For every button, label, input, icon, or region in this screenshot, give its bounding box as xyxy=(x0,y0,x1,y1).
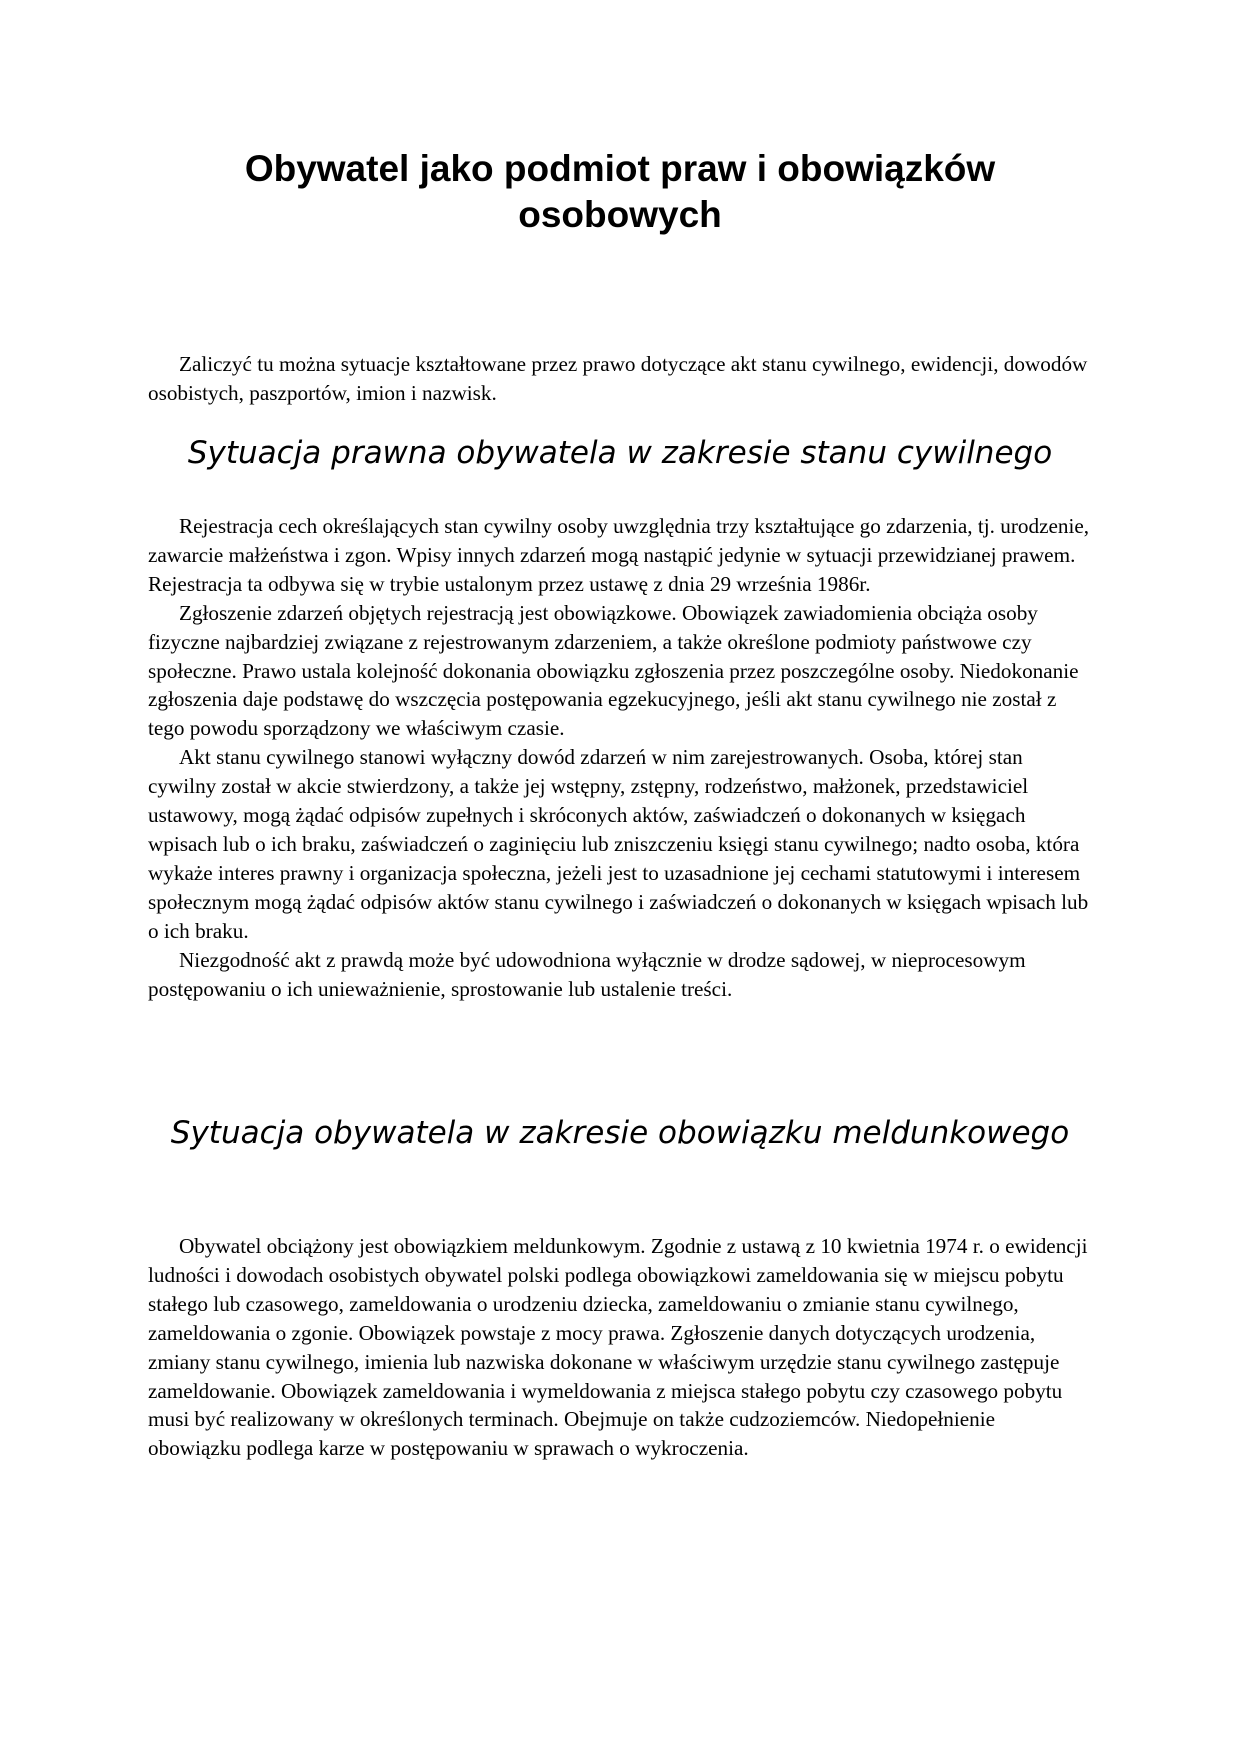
section-heading-civil-status: Sytuacja prawna obywatela w zakresie stanu cywilnego xyxy=(187,435,1053,471)
paragraph: Rejestracja cech określających stan cywilny osoby uwzględnia trzy kształtujące go zdarzenia, tj. urodzenie, zawarcie małżeństwa i zgon. Wpisy innych zdarzeń mogą nastąpić jedynie w sytuacji przewidzianej prawem. Rejestracja ta odbywa się w trybie ustalonym przez ustawę z dnia 29 września 1986r. xyxy=(148,514,1090,596)
section-body-civil-status xyxy=(148,512,1092,1003)
intro-paragraph: Zaliczyć tu można sytuacje kształtowane przez prawo dotyczące akt stanu cywilnego, ewidencji, dowodów osobistych, paszportów, imion i nazwisk. xyxy=(148,352,1088,405)
paragraph: Niezgodność akt z prawdą może być udowodniona wyłącznie w drodze sądowej, w nieprocesowym postępowaniu o ich unieważnienie, sprostowanie lub ustalenie treści. xyxy=(148,947,1026,1001)
intro-text xyxy=(148,350,1092,408)
paragraph: Obywatel obciążony jest obowiązkiem meldunkowym. Zgodnie z ustawą z 10 kwietnia 1974 r. o ewidencji ludności i dowodach osobistych obywatel polski podlega obowiązkowi zameldowania się w miejscu pobytu stałego lub czasowego, zameldowania o urodzeniu dziecka, zameldowaniu o zmianie stanu cywilnego, zameldowania o zgonie. Obowiązek powstaje z mocy prawa. Zgłoszenie danych dotyczących urodzenia, zmiany stanu cywilnego, imienia lub nazwiska dokonane w właściwym urzędzie stanu cywilnego zastępuje zameldowanie. Obowiązek zameldowania i wymeldowania z miejsca stałego pobytu czy czasowego pobytu musi być realizowany w określonych terminach. Obejmuje on także cudzoziemców. Niedopełnienie obowiązku podlega karze w postępowaniu w sprawach o wykroczenia. xyxy=(148,1234,1088,1461)
document-title: Obywatel jako podmiot praw i obowiązków osobowych xyxy=(244,148,996,235)
section-heading-registration: Sytuacja obywatela w zakresie obowiązku meldunkowego xyxy=(170,1115,1070,1151)
paragraph: Akt stanu cywilnego stanowi wyłączny dowód zdarzeń w nim zarejestrowanych. Osoba, której stan cywilny został w akcie stwierdzony, a także jej wstępny, zstępny, rodzeństwo, małżonek, przedstawiciel ustawowy, mogą żądać odpisów zupełnych i skróconych aktów, zaświadczeń o dokonanych w księgach wpisach lub o ich braku, zaświadczeń o zaginięciu lub zniszczeniu księgi stanu cywilnego; nadto osoba, która wykaże interes prawny i organizacja społeczna, jeżeli jest to uzasadnione jej cechami statutowymi i interesem społecznym mogą żądać odpisów aktów stanu cywilnego i zaświadczeń o dokonanych w księgach wpisach lub o ich braku. xyxy=(148,745,1089,943)
section-body-registration xyxy=(148,1232,1092,1463)
paragraph: Zgłoszenie zdarzeń objętych rejestracją jest obowiązkowe. Obowiązek zawiadomienia obciąża osoby fizyczne najbardziej związane z rejestrowanym zdarzeniem, a także określone podmioty państwowe czy społeczne. Prawo ustala kolejność dokonania obowiązku zgłoszenia przez poszczególne osoby. Niedokonanie zgłoszenia daje podstawę do wszczęcia postępowania egzekucyjnego, jeśli akt stanu cywilnego nie został z tego powodu sporządzony we właściwym czasie. xyxy=(148,600,1079,741)
